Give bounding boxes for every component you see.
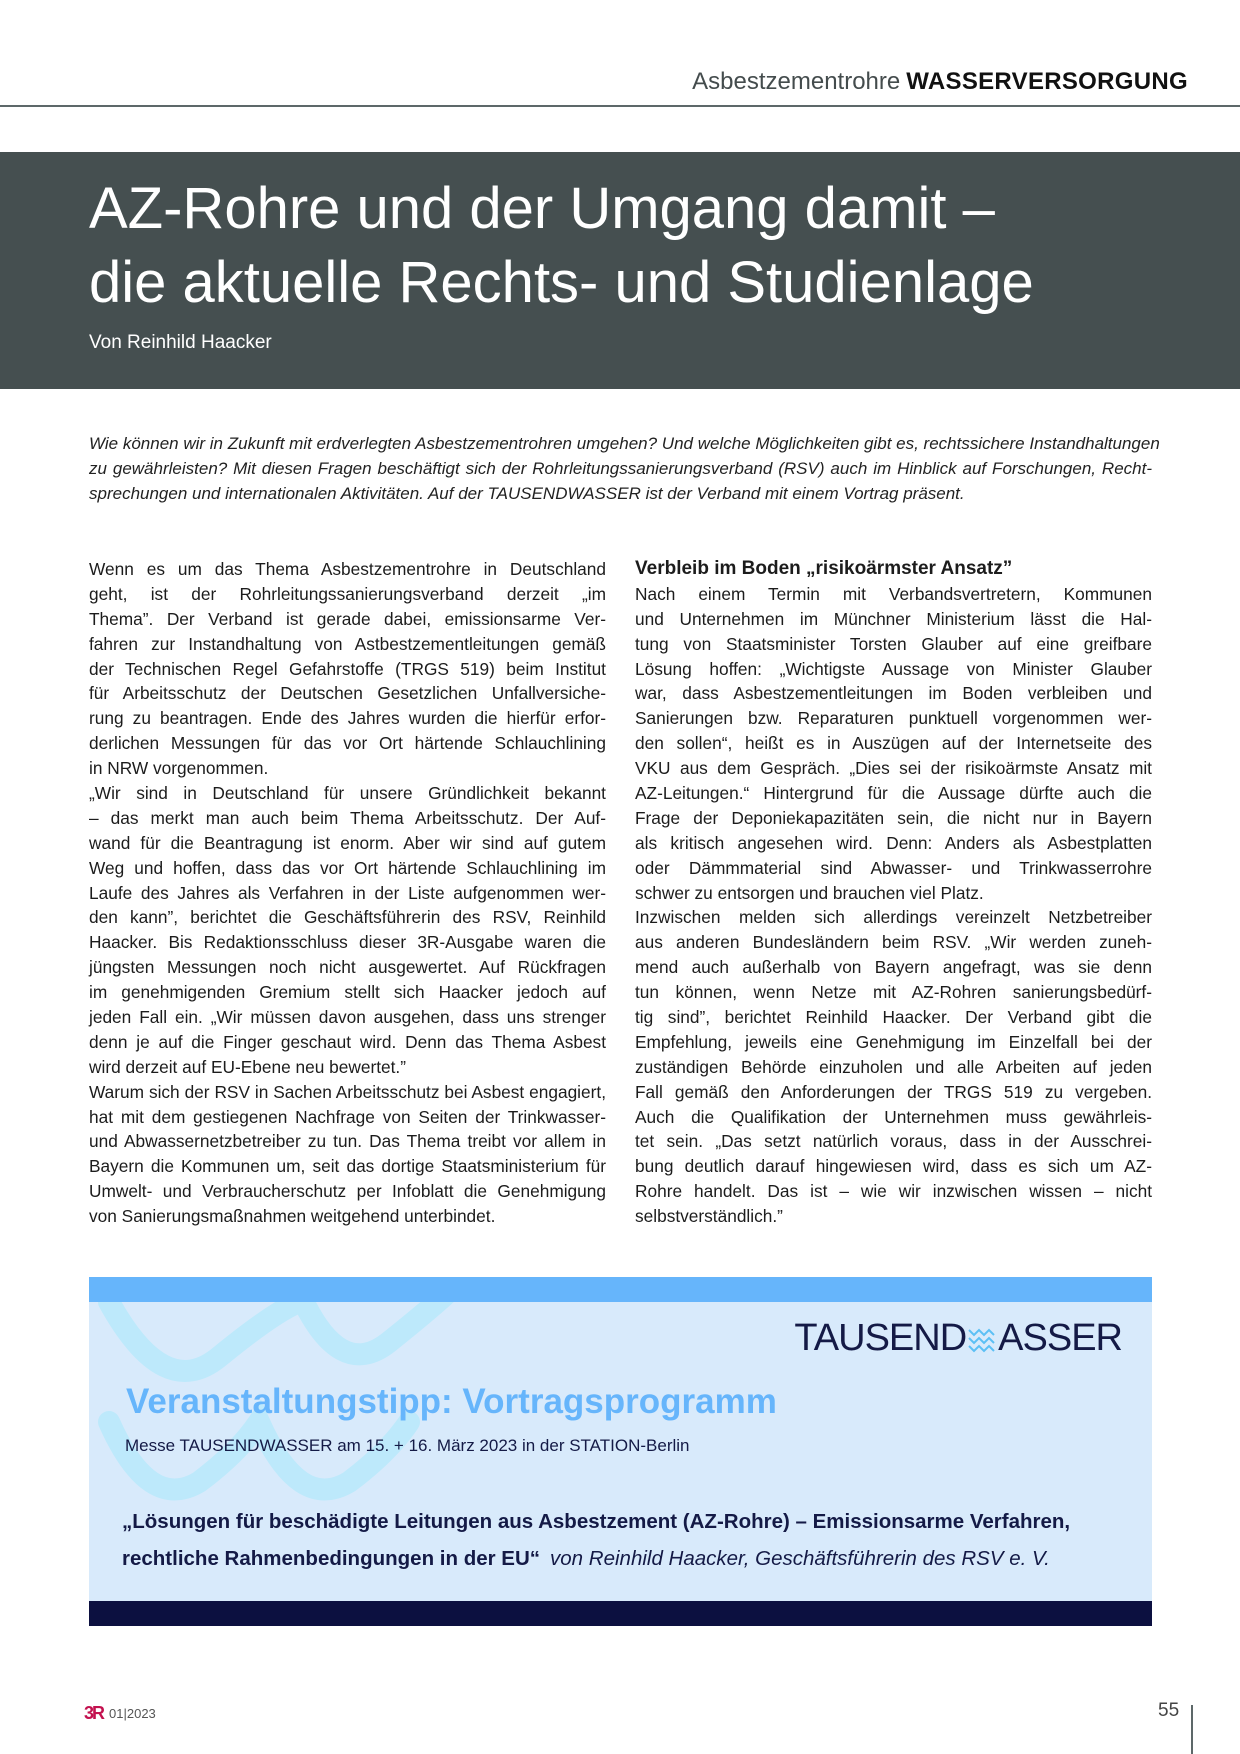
body-text-line: als kritisch angesehen wird. Denn: Anders als Asbestplatten (635, 832, 1152, 853)
body-text-line: Weg und hoffen, dass das vor Ort härtende Schlauchlining im (89, 857, 606, 878)
logo-text-right: ASSER (998, 1317, 1122, 1359)
body-text-line: Laufe des Jahres als Verfahren in der Liste aufgenommen wer- (89, 882, 606, 903)
event-box (89, 1277, 1152, 1626)
body-text-line: Rohre handelt. Das ist – wie wir inzwischen wissen – nicht (635, 1181, 1152, 1202)
body-text-line: Fall gemäß den Anforderungen der TRGS 519 zu vergeben. (635, 1081, 1152, 1102)
wave-w-icon (967, 1324, 997, 1354)
body-text-line: Empfehlung, jeweils eine Genehmigung im Einzelfall bei der (635, 1031, 1152, 1052)
page-number: 55 (1158, 1700, 1180, 1721)
body-text-line: Lösung hoffen: „Wichtigste Aussage von Minister Glauber (635, 658, 1152, 679)
body-text-line: den sollen“, heißt es in Auszügen auf der Internetseite des (635, 733, 1152, 754)
subheading: Verbleib im Boden „risikoärmster Ansatz” (635, 558, 1013, 579)
event-subline: Messe TAUSENDWASSER am 15. + 16. März 2023 in der STATION-Berlin (125, 1436, 690, 1455)
body-text-line: im genehmigenden Gremium stellt sich Haacker jedoch auf (89, 982, 606, 1003)
body-text-line: bung deutlich darauf hingewiesen wird, dass es sich um AZ- (635, 1156, 1152, 1177)
body-text-line: schwer zu entsorgen und brauchen viel Platz. (635, 882, 984, 903)
event-heading: Veranstaltungstipp: Vortragsprogramm (126, 1382, 777, 1421)
intro-lead (89, 432, 1160, 507)
body-text-line: wand für die Beantragung ist enorm. Aber wir sind auf gutem (89, 832, 606, 853)
body-text-line: für Arbeitsschutz der Deutschen Gesetzlichen Unfallversiche- (89, 683, 606, 704)
body-text-line: tet sein. „Das setzt natürlich voraus, dass in der Ausschrei- (635, 1131, 1152, 1152)
body-text-line: der Technischen Regel Gefahrstoffe (TRGS 519) beim Institut (89, 658, 606, 679)
section-label: Asbestzementrohre (692, 68, 901, 95)
byline: Von Reinhild Haacker (89, 332, 272, 353)
body-text-line: jüngsten Messungen noch nicht ausgewertet. Auf Rückfragen (89, 957, 606, 978)
body-text-line: hat mit dem gestiegenen Nachfrage von Seiten der Trinkwasser- (89, 1106, 606, 1127)
intro-line: zu gewährleisten? Mit diesen Fragen beschäftigt sich der Rohrleitungssanierungsverband (RSV) auch im Hinblick auf Forschungen, Recht- (89, 458, 1152, 478)
issue-number: 01|2023 (109, 1706, 156, 1721)
header-divider (0, 105, 1240, 107)
body-text-line: VKU aus dem Gespräch. „Dies sei der risikoärmste Ansatz mit (635, 758, 1152, 779)
category-label: WASSERVERSORGUNG (906, 68, 1188, 95)
body-text-line: Haacker. Bis Redaktionsschluss dieser 3R-Ausgabe waren die (89, 932, 606, 953)
article-title (89, 172, 1034, 320)
logo-text-left: TAUSEND (794, 1317, 967, 1359)
body-text-line: jeden Fall ein. „Wir müssen davon ausgehen, dass uns strenger (89, 1007, 606, 1028)
body-text-line: tung von Staatsminister Torsten Glauber auf eine greifbare (635, 633, 1152, 654)
body-text-line: von Sanierungsmaßnahmen weitgehend unterbindet. (89, 1206, 496, 1227)
intro-line: sprechungen und internationalen Aktivitäten. Auf der TAUSENDWASSER ist der Verband mit einem Vortrag präsent. (89, 483, 965, 503)
title-line: die aktuelle Rechts- und Studienlage (89, 250, 1034, 315)
body-text-line: zuständigen Behörde einzuholen und alle Arbeiten auf jeden (635, 1056, 1152, 1077)
body-text-line: fahren zur Instandhaltung von Astbestzementleitungen gemäß (89, 633, 606, 654)
body-text-line: in NRW vorgenommen. (89, 758, 269, 779)
body-text-line: aus anderen Bundesländern beim RSV. „Wir werden zuneh- (635, 932, 1152, 953)
body-text-line: Umwelt- und Verbraucherschutz per Infoblatt die Genehmigung (89, 1181, 606, 1202)
talk-title-text: rechtliche Rahmenbedingungen in der EU“ (122, 1547, 541, 1570)
body-text-line: – das merkt man auch beim Thema Arbeitsschutz. Der Auf- (89, 807, 606, 828)
body-text-line: mend auch außerhalb von Bayern angefragt, was sie denn (635, 957, 1152, 978)
event-box-bottom-bar (89, 1601, 1152, 1626)
right-column (635, 557, 1152, 1229)
talk-speaker: von Reinhild Haacker, Geschäftsführerin des RSV e. V. (550, 1547, 1050, 1570)
body-text-line: Inzwischen melden sich allerdings vereinzelt Netzbetreiber (635, 907, 1152, 928)
intro-line: Wie können wir in Zukunft mit erdverlegten Asbestzementrohren umgehen? Und welche Möglichkeiten gibt es, rechtssichere Instandhaltungen (89, 434, 1160, 453)
footer-left (84, 1703, 156, 1724)
event-box-top-bar (89, 1277, 1152, 1302)
body-text-line: selbstverständlich.” (635, 1206, 783, 1227)
body-text-line: wird derzeit auf EU-Ebene neu bewertet.” (89, 1056, 406, 1077)
body-text-line: derlichen Messungen für das vor Ort härtende Schlauchlining (89, 733, 606, 754)
body-text-line: tig sind”, berichtet Reinhild Haacker. Der Verband gibt die (635, 1007, 1152, 1028)
body-text-line: den kann”, berichtet die Geschäftsführerin des RSV, Reinhild (89, 907, 606, 928)
title-line: AZ-Rohre und der Umgang damit – (89, 176, 995, 241)
body-text-line: Nach einem Termin mit Verbandsvertretern, Kommunen (635, 583, 1152, 604)
body-text-line: Warum sich der RSV in Sachen Arbeitsschutz bei Asbest engagiert, (89, 1081, 606, 1102)
body-text-line: rung zu beantragen. Ende des Jahres wurden die hierfür erfor- (89, 708, 606, 729)
running-header (692, 68, 1188, 96)
body-text-line: Bayern die Kommunen um, seit das dortige Staatsministerium für (89, 1156, 606, 1177)
body-text-line: Sanierungen bzw. Reparaturen punktuell vorgenommen wer- (635, 708, 1152, 729)
tausendwasser-logo (794, 1317, 1122, 1360)
magazine-logo: 3R (84, 1703, 104, 1723)
body-text-line: denn je auf die Finger geschaut wird. Denn das Thema Asbest (89, 1031, 606, 1052)
title-banner (0, 152, 1240, 389)
body-text-line: und Abwassernetzbetreiber zu tun. Das Thema treibt vor allem in (89, 1131, 606, 1152)
left-column (89, 557, 606, 1229)
talk-title-line (122, 1547, 1050, 1571)
body-text-line: Thema”. Der Verband ist gerade dabei, emissionsarme Ver- (89, 608, 606, 629)
body-text-line: Auch die Qualifikation der Unternehmen muss gewährleis- (635, 1106, 1152, 1127)
body-text-line: „Wir sind in Deutschland für unsere Gründlichkeit bekannt (89, 783, 606, 804)
page-number-rule (1191, 1705, 1193, 1754)
body-text-line: und Unternehmen im Münchner Ministerium lässt die Hal- (635, 608, 1152, 629)
body-text-line: war, dass Asbestzementleitungen im Boden verbleiben und (635, 683, 1152, 704)
body-text-line: geht, ist der Rohrleitungssanierungsverband derzeit „im (89, 583, 606, 604)
body-text-line: oder Dämmmaterial sind Abwasser- und Trinkwasserrohre (635, 857, 1152, 878)
body-text-line: AZ-Leitungen.“ Hintergrund für die Aussage dürfte auch die (635, 783, 1152, 804)
body-text-line: Frage der Deponiekapazitäten sein, die nicht nur in Bayern (635, 807, 1152, 828)
talk-title-line (122, 1510, 1070, 1534)
talk-title-text: „Lösungen für beschädigte Leitungen aus Asbestzement (AZ-Rohre) – Emissionsarme Verfahren, (122, 1510, 1071, 1533)
body-text-line: tun können, wenn Netze mit AZ-Rohren sanierungsbedürf- (635, 982, 1152, 1003)
body-text-line: Wenn es um das Thema Asbestzementrohre in Deutschland (89, 559, 606, 579)
